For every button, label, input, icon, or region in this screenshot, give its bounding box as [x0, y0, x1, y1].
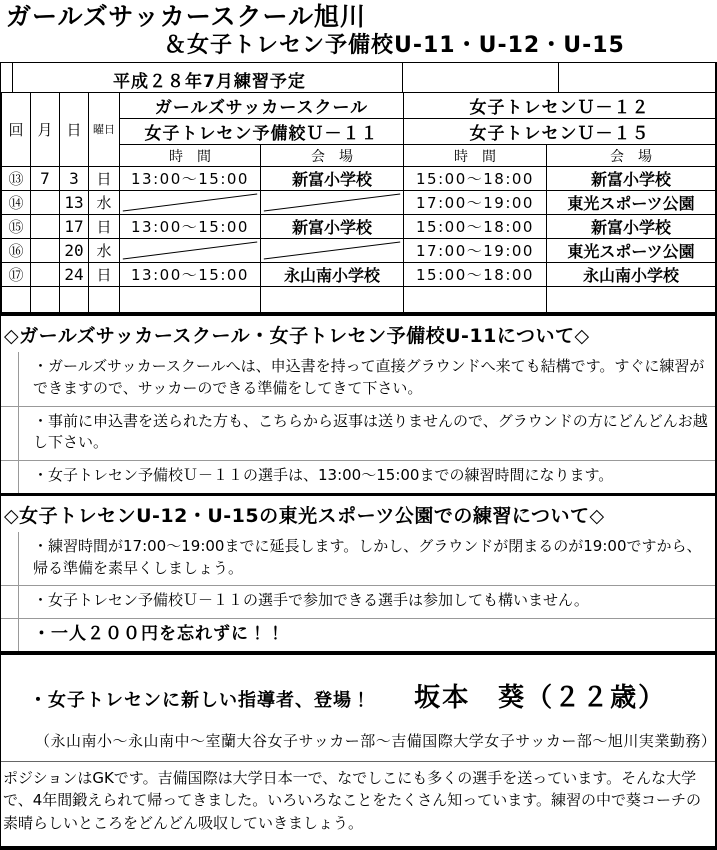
left-time-cell: 13:00～15:00: [120, 215, 261, 239]
note-gutter: [1, 586, 19, 618]
coach-career: （永山南小～永山南中～室蘭大谷女子サッカー部～吉備国際大学女子サッカー部～旭川実業勤務）: [35, 731, 717, 750]
grid-line: [558, 63, 559, 92]
left-venue-cell: 新富小学校: [261, 167, 404, 191]
header-left-time: 時 間: [120, 145, 261, 167]
header-weekday: 曜日: [89, 93, 120, 167]
right-time-cell: 15:00～18:00: [404, 263, 547, 287]
weekday-cell: 水: [89, 239, 120, 263]
empty-cell: [2, 287, 31, 313]
header-right-venue: 会 場: [547, 145, 716, 167]
left-time-cell: 13:00～15:00: [120, 167, 261, 191]
day-cell: 17: [60, 215, 89, 239]
left-venue-cell: 新富小学校: [261, 215, 404, 239]
left-time-cell-blank: [120, 191, 261, 215]
left-venue-cell: 永山南小学校: [261, 263, 404, 287]
right-venue-cell: 永山南小学校: [547, 263, 716, 287]
coach-intro: ・女子トレセンに新しい指導者、登場！: [29, 689, 371, 711]
grid-line: [12, 63, 13, 92]
note-row: [1, 586, 715, 619]
month-cell: [31, 191, 60, 215]
empty-table-row: [2, 287, 716, 313]
note-row: [1, 407, 715, 462]
header-group-right-line2: 女子トレセンＵ－１５: [404, 119, 716, 145]
month-cell: 7: [31, 167, 60, 191]
note-text: ・練習時間が17:00～19:00までに延長します。しかし、グラウンドが閉まるのが19:00ですから、帰る準備を素早くしましょう。: [33, 536, 702, 577]
month-heading-row: [1, 62, 715, 92]
empty-cell: [547, 287, 716, 313]
sheet-area: [0, 62, 717, 850]
session-no: ⑮: [2, 215, 31, 239]
fee-note-text: ・一人２００円を忘れずに！！: [33, 624, 285, 644]
session-no: ⑬: [2, 167, 31, 191]
section2-heading: ◇女子トレセンU-12・U-15の東光スポーツ公園での練習について◇: [1, 493, 715, 532]
coach-name: 坂本 葵（２２歳）: [414, 682, 667, 713]
coach-description: ポジションはGKです。吉備国際は大学日本一で、なでしこにも多くの選手を送っています。そんな大学で、4年間鍛えられて帰ってきました。いろいろなことをたくさん知っています。練習の中で葵コーチの素晴らしいところをどんどん吸収していきましょう。: [3, 768, 702, 832]
table-row: [2, 263, 716, 287]
weekday-cell: 日: [89, 215, 120, 239]
header-group-left-line2: 女子トレセン予備絞Ｕ－１１: [120, 119, 404, 145]
empty-cell: [261, 287, 404, 313]
right-venue-cell: 東光スポーツ公園: [547, 239, 716, 263]
section1-heading: ◇ガールズサッカースクール・女子トレセン予備校U-11について◇: [1, 313, 715, 352]
table-row: [2, 191, 716, 215]
month-cell: [31, 239, 60, 263]
note-row: [1, 352, 715, 407]
coach-block: [1, 655, 715, 762]
header-group-left-line1: ガールズサッカースクール: [120, 93, 404, 119]
page-subtitle-line: ＆女子トレセン予備校U-11・U-12・U-15: [164, 33, 625, 58]
note-text: ・ガールズサッカースクールへは、申込書を持って直接グラウンドへ来ても結構です。すぐに練習ができますので、サッカーのできる準備をしてきて下さい。: [33, 357, 705, 397]
note-gutter: [1, 532, 19, 586]
schedule-table: [1, 92, 716, 313]
header-left-venue: 会 場: [261, 145, 404, 167]
header-group-right-line1: 女子トレセンＵ－１２: [404, 93, 716, 119]
header-day: 日: [60, 93, 89, 167]
diagonal-slash: [120, 240, 260, 261]
right-venue-cell: 新富小学校: [547, 215, 716, 239]
empty-cell: [120, 287, 261, 313]
table-row: [2, 167, 716, 191]
weekday-cell: 日: [89, 263, 120, 287]
grid-line: [402, 63, 403, 92]
note-gutter: [1, 619, 19, 651]
header-session: 回: [2, 93, 31, 167]
title-block: [0, 0, 717, 62]
empty-cell: [31, 287, 60, 313]
month-cell: [31, 215, 60, 239]
empty-cell: [404, 287, 547, 313]
right-venue-cell: 東光スポーツ公園: [547, 191, 716, 215]
session-no: ⑰: [2, 263, 31, 287]
right-venue-cell: 新富小学校: [547, 167, 716, 191]
weekday-cell: 日: [89, 167, 120, 191]
coach-line: [1, 677, 715, 714]
table-row: [2, 239, 716, 263]
header-right-time: 時 間: [404, 145, 547, 167]
right-time-cell: 15:00～18:00: [404, 167, 547, 191]
weekday-cell: 水: [89, 191, 120, 215]
table-row: [2, 215, 716, 239]
diagonal-slash: [120, 192, 260, 213]
left-venue-cell-blank: [261, 239, 404, 263]
empty-cell: [89, 287, 120, 313]
empty-cell: [60, 287, 89, 313]
diagonal-slash: [261, 240, 403, 261]
day-cell: 24: [60, 263, 89, 287]
right-time-cell: 17:00～19:00: [404, 239, 547, 263]
right-time-cell: 17:00～19:00: [404, 191, 547, 215]
day-cell: 3: [60, 167, 89, 191]
session-no: ⑭: [2, 191, 31, 215]
note-row: [1, 461, 715, 493]
right-time-cell: 15:00～18:00: [404, 215, 547, 239]
day-cell: 20: [60, 239, 89, 263]
note-gutter: [1, 352, 19, 406]
page-title: ガールズサッカースクール旭川: [6, 2, 367, 31]
note-text: ・事前に申込書を送られた方も、こちらから返事は送りませんので、グラウンドの方にどんどんお越し下さい。: [33, 411, 708, 452]
schedule-month-title: 平成２８年7月練習予定: [113, 72, 306, 92]
left-time-cell-blank: [120, 239, 261, 263]
day-cell: 13: [60, 191, 89, 215]
header-month: 月: [31, 93, 60, 167]
diagonal-slash: [261, 192, 403, 213]
left-time-cell: 13:00～15:00: [120, 263, 261, 287]
note-text: ・女子トレセン予備校Ｕ－１１の選手で参加できる選手は参加しても構いません。: [33, 591, 589, 610]
note-gutter: [1, 461, 19, 493]
note-row: [1, 532, 715, 587]
note-gutter: [1, 407, 19, 461]
fee-note-row: [1, 619, 715, 651]
left-venue-cell-blank: [261, 191, 404, 215]
note-text: ・女子トレセン予備校Ｕ－１１の選手は、13:00～15:00までの練習時間になります。: [33, 466, 614, 484]
session-no: ⑯: [2, 239, 31, 263]
month-cell: [31, 263, 60, 287]
